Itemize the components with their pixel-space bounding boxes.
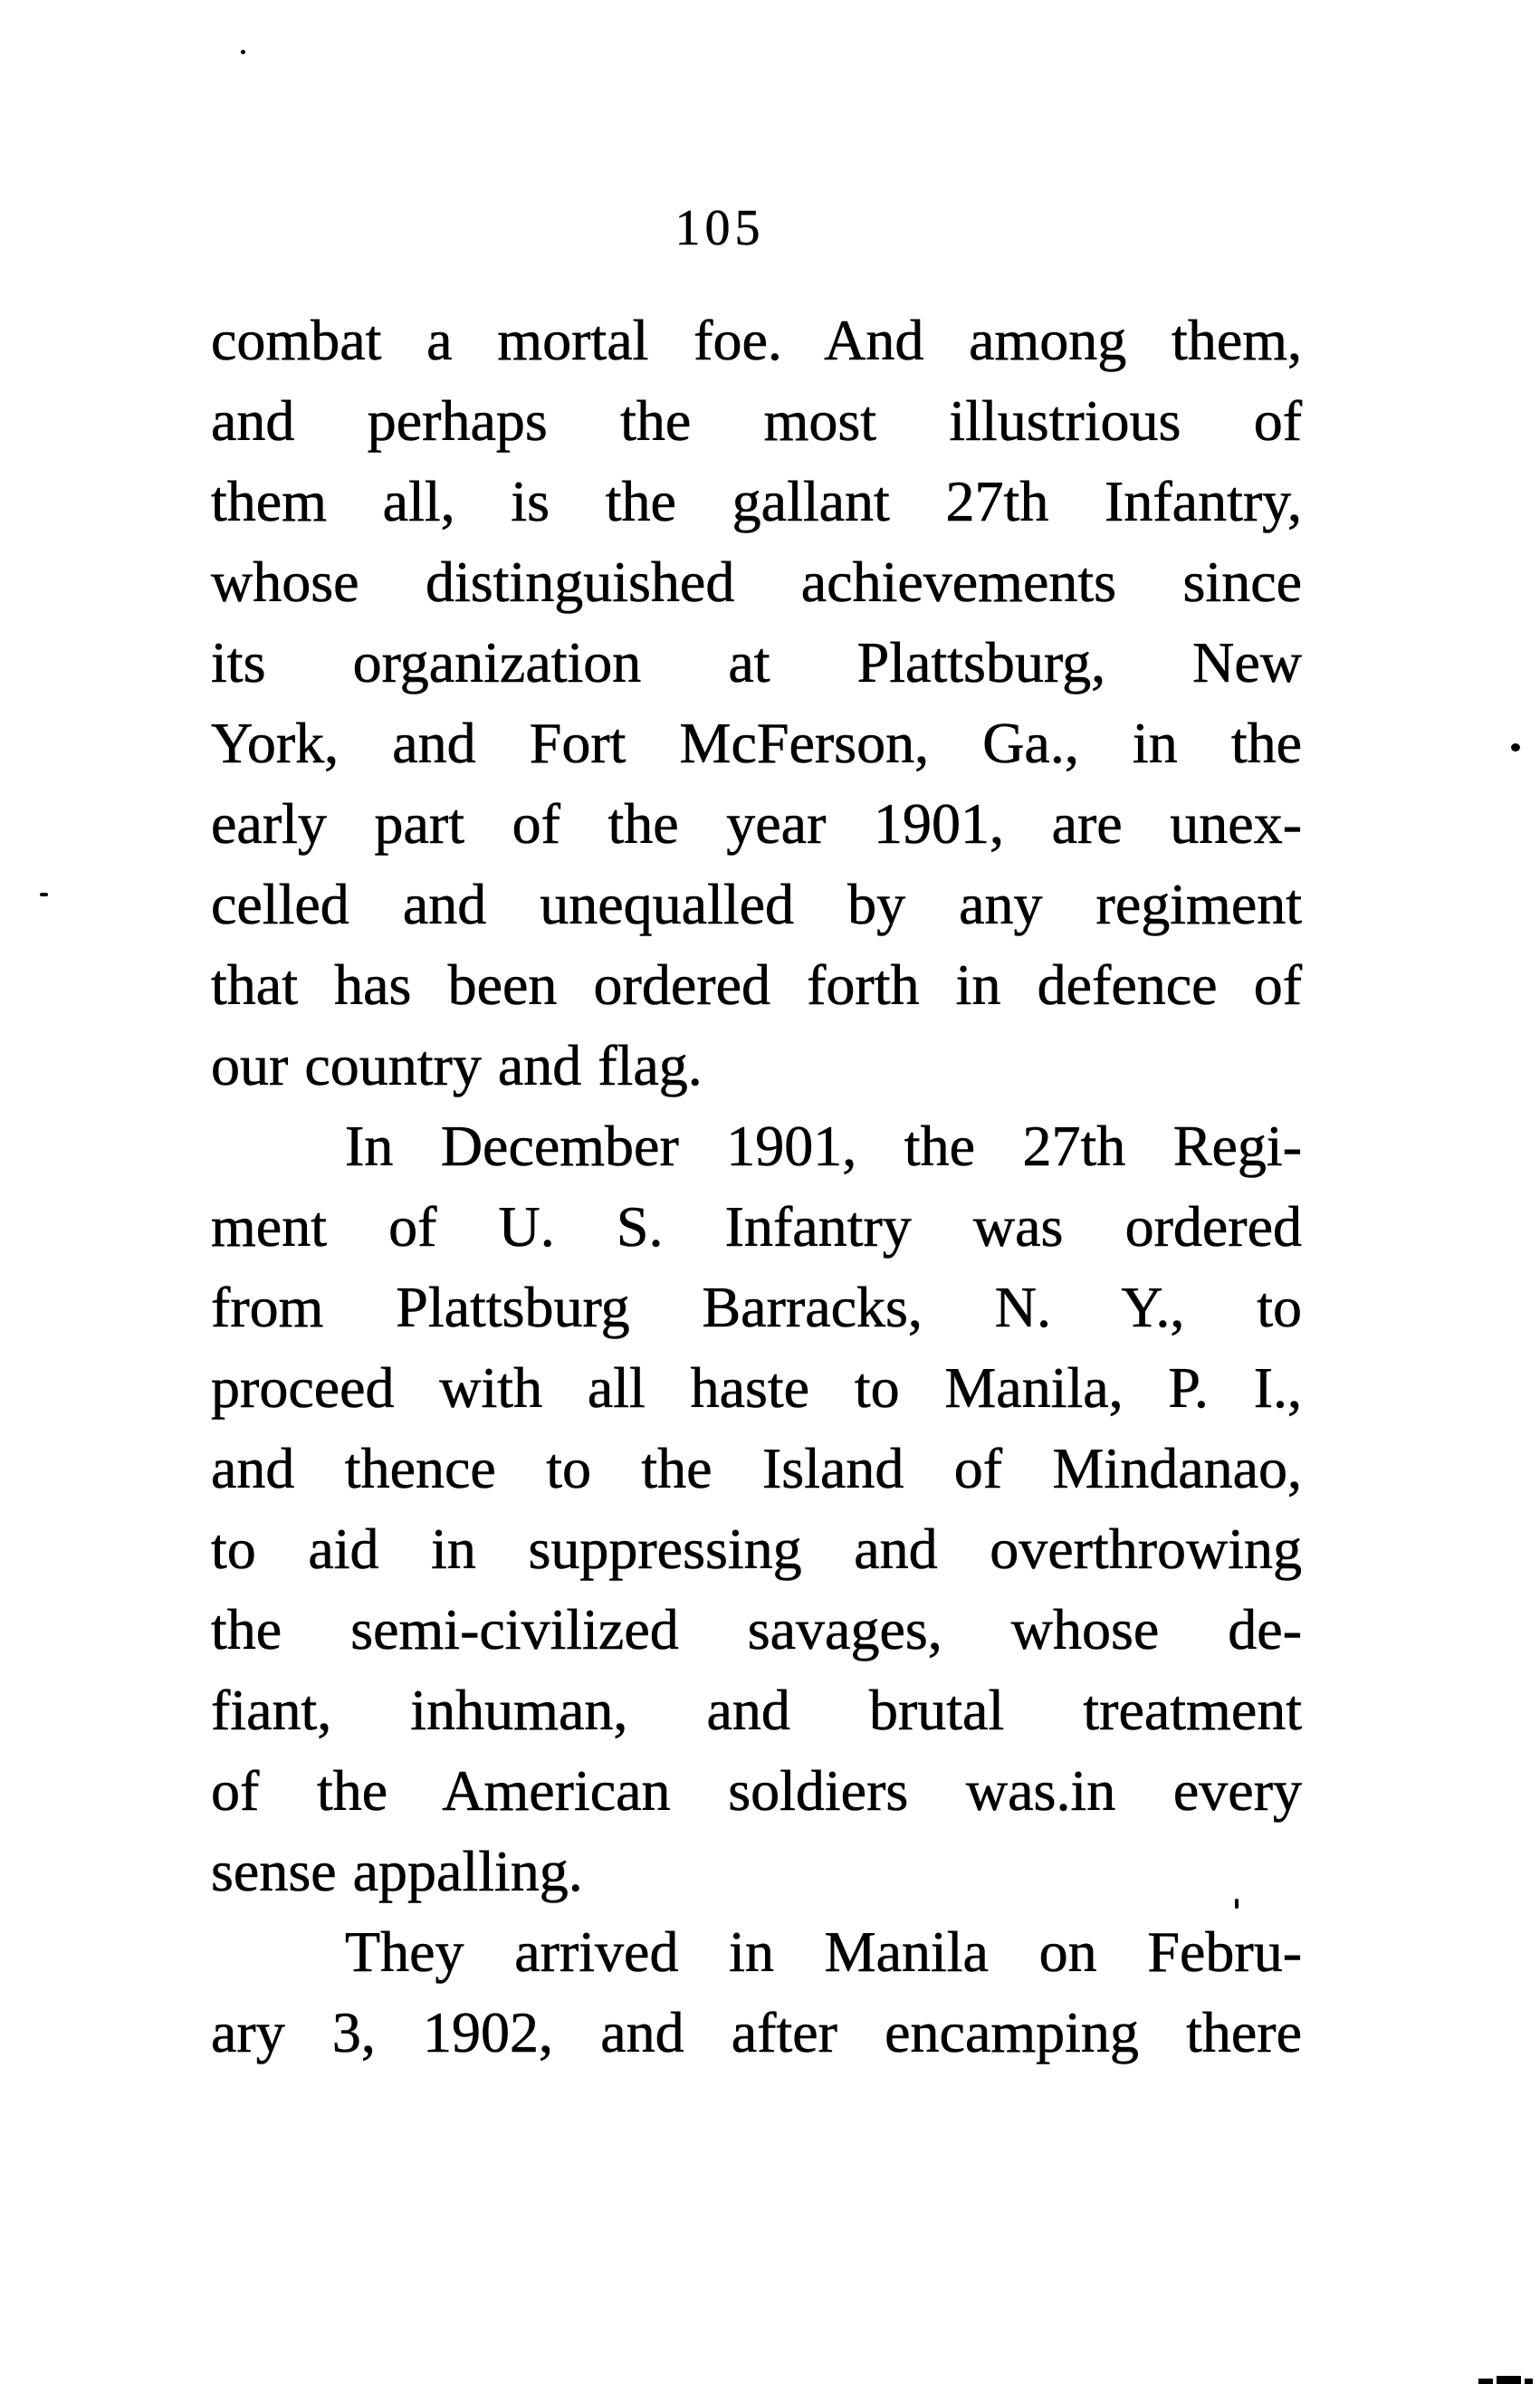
text-line-paragraph-start: In December 1901, the 27th Regi- — [345, 1114, 1302, 1178]
body-text — [211, 300, 1302, 2073]
text-line: of the American soldiers was.in every — [211, 1758, 1302, 1823]
text-line: them all, is the gallant 27th Infantry, — [211, 469, 1302, 533]
ink-speck — [1511, 743, 1520, 752]
text-line: early part of the year 1901, are unex- — [211, 791, 1302, 856]
page-number: 105 — [674, 200, 765, 256]
ink-speck — [40, 893, 48, 896]
print-fragment-bit — [1497, 2376, 1521, 2384]
print-fragment-artifact — [1478, 2376, 1540, 2384]
text-line: the semi-civilized savages, whose de- — [211, 1597, 1302, 1661]
ink-speck — [1235, 1899, 1239, 1909]
text-line: fiant, inhuman, and brutal treatment — [211, 1678, 1302, 1742]
text-line: to aid in suppressing and overthrowing — [211, 1517, 1302, 1581]
text-line: ary 3, 1902, and after encamping there — [211, 2000, 1302, 2064]
text-line: ment of U. S. Infantry was ordered — [211, 1194, 1302, 1259]
print-fragment-bit — [1478, 2379, 1493, 2384]
text-line-paragraph-start: They arrived in Manila on Febru- — [345, 1920, 1302, 1984]
text-line: proceed with all haste to Manila, P. I., — [211, 1355, 1302, 1420]
text-line: York, and Fort McFerson, Ga., in the — [211, 711, 1302, 775]
text-line: its organization at Plattsburg, New — [211, 630, 1302, 694]
text-line-paragraph-end: sense appalling. — [211, 1839, 583, 1903]
text-line: celled and unequalled by any regiment — [211, 872, 1302, 936]
text-line: that has been ordered forth in defence of — [211, 953, 1302, 1017]
text-line: combat a mortal foe. And among them, — [211, 308, 1302, 372]
text-line: and perhaps the most illustrious of — [211, 388, 1302, 453]
text-line: and thence to the Island of Mindanao, — [211, 1436, 1302, 1500]
print-fragment-bit — [1525, 2379, 1533, 2384]
ink-speck — [241, 50, 245, 54]
text-line: whose distinguished achievements since — [211, 550, 1302, 614]
text-line-paragraph-end: our country and flag. — [211, 1033, 703, 1097]
text-line: from Plattsburg Barracks, N. Y., to — [211, 1275, 1302, 1339]
